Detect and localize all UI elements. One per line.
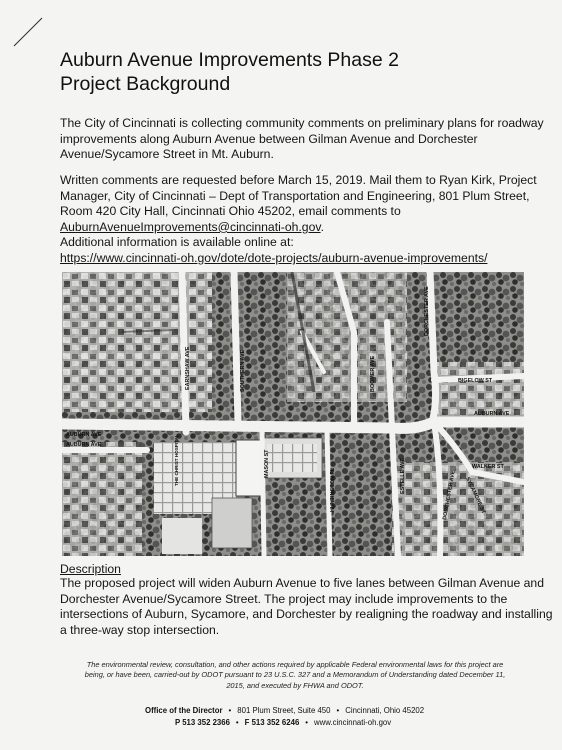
map-label-mason-st: MASON ST	[264, 449, 270, 478]
pen-stroke-mark	[10, 14, 46, 50]
footer-address: 801 Plum Street, Suite 450	[237, 706, 331, 715]
footer-bullet: •	[228, 706, 232, 715]
map-label-boomer-ave: BOOMER AVE	[370, 355, 376, 392]
email-suffix: .	[320, 219, 324, 234]
footnote-line: 2015, and executed by FHWA and ODOT.	[226, 680, 364, 690]
intro-line: improvements along Auburn Avenue between Gilman Avenue and Dorchester	[60, 131, 478, 146]
comments-paragraph	[60, 173, 537, 267]
aerial-map	[62, 272, 524, 556]
description-line: Dorchester Avenue/Sycamore Street. The project may include improvements to the	[60, 591, 508, 606]
map-label-auburn-ave-right: AUBURN AVE	[474, 411, 510, 417]
description-heading: Description	[60, 562, 121, 576]
description-paragraph	[60, 576, 553, 638]
map-label-walker-st: WALKER ST	[472, 464, 504, 470]
footer-row-address	[145, 705, 424, 717]
environmental-footnote	[60, 660, 530, 691]
comments-line: Manager, City of Cincinnati – Dept of Transportation and Engineering, 801 Plum Street,	[60, 188, 530, 203]
map-label-auburn-ave-left-lower: AUBURN AVE	[66, 442, 102, 448]
intro-paragraph	[60, 116, 544, 163]
footer-office: Office of the Director	[145, 706, 223, 715]
project-url-link[interactable]: https://www.cincinnati-oh.gov/dote/dote-projects/auburn-avenue-improvements/	[60, 250, 488, 265]
title-line-2: Project Background	[60, 73, 231, 95]
footnote-line: being, or have been, carried-out by ODOT pursuant to 23 U.S.C. 327 and a Memorandum of Understanding dated December 11,	[84, 670, 506, 680]
letterhead-footer	[145, 705, 424, 729]
comments-line: Room 420 City Hall, Cincinnati Ohio 45202, email comments to	[60, 204, 401, 219]
intro-line: Avenue/Sycamore Street in Mt. Auburn.	[60, 147, 274, 162]
map-label-estelle-ave: ESTELLE AVE	[400, 457, 406, 494]
map-label-sycamore-st: SYCAMORE ST	[464, 476, 487, 515]
map-label-dorchester-ave-bottom: DORCHESTER AVE	[442, 470, 457, 521]
footer-bullet: •	[336, 706, 340, 715]
comments-line: Written comments are requested before March 15, 2019. Mail them to Ryan Kirk, Project	[60, 173, 537, 187]
map-label-dorchester-ave-top: DORCHESTER AVE	[424, 286, 430, 336]
footer-fax: F 513 352 6246	[244, 718, 300, 727]
footer-website[interactable]: www.cincinnati-oh.gov	[314, 718, 392, 727]
page-title	[60, 48, 399, 96]
map-label-bigelow-st: BIGELOW ST	[458, 378, 493, 384]
email-link[interactable]: AuburnAvenueImprovements@cincinnati-oh.gov	[60, 219, 321, 234]
description-line: The proposed project will widen Auburn Avenue to five lanes between Gilman Avenue and	[60, 576, 544, 590]
map-label-earnshaw-ave: EARNSHAW AVE	[185, 346, 191, 390]
email-line	[60, 220, 530, 236]
description-line: intersections of Auburn, Sycamore, and Dorchester by realigning the roadway and installing	[60, 607, 553, 622]
intro-line: The City of Cincinnati is collecting community comments on preliminary plans for roadway	[60, 116, 544, 130]
description-line: a three-way stop intersection.	[60, 622, 220, 637]
footer-bullet: •	[235, 718, 239, 727]
map-label-southern-ave: SOUTHERN AVE	[240, 349, 246, 392]
map-label-auburn-ave-left: AUBURN AVE	[66, 432, 102, 438]
title-line-1: Auburn Avenue Improvements Phase 2	[60, 49, 399, 71]
footer-bullet: •	[305, 718, 309, 727]
footer-row-contact	[145, 717, 424, 729]
map-label-huntington-pl: HUNTINGTON PL	[330, 467, 336, 512]
footnote-line: The environmental review, consultation, and other actions required by applicable Federal environmental laws for this project are	[86, 660, 504, 669]
footer-city: Cincinnati, Ohio 45202	[345, 706, 425, 715]
footer-phone: P 513 352 2366	[175, 718, 230, 727]
aerial-map-drawing	[62, 272, 524, 556]
map-label-christ-hospital: THE CHRIST HOSPITAL	[174, 434, 179, 486]
info-label: Additional information is available online at:	[60, 235, 294, 250]
